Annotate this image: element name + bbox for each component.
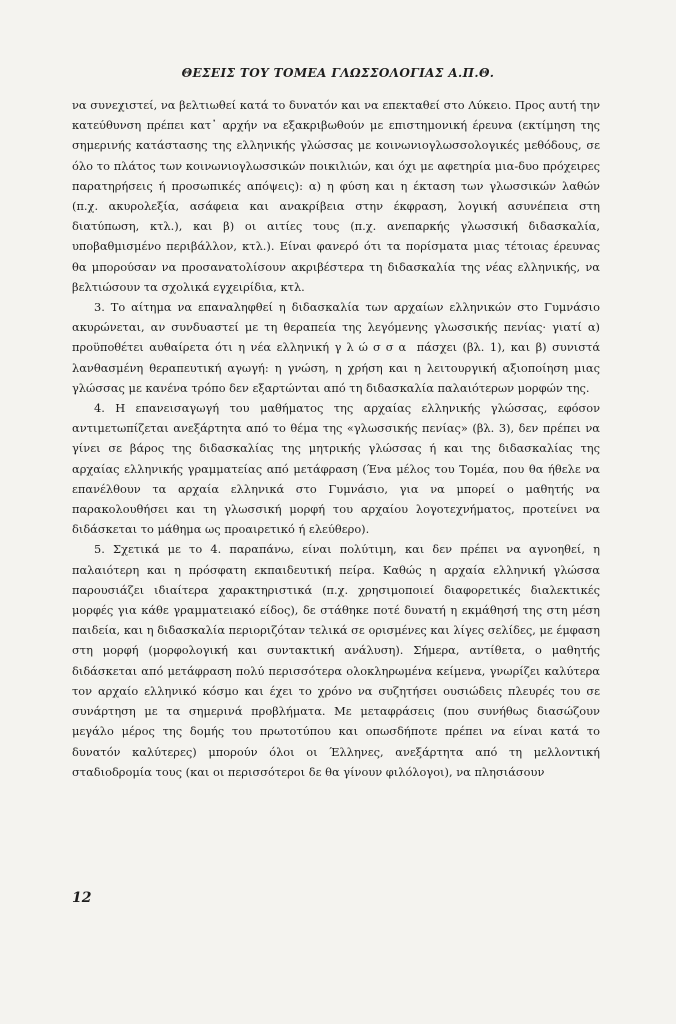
body-text [72, 95, 600, 782]
paragraph-point-3-end: πάσχει (βλ. 1), και β) συνιστά λανθασμένη θεραπευτική αγωγή: η γνώση, η χρήση και η λειτουργική αξιοποίηση μιας γλώσσας με κανένα τρόπο δεν εξαρτώνται από τη διδασκαλία παλαιότερων μορφών της. [72, 340, 601, 395]
spaced-word: γλώσσα [334, 340, 412, 355]
paragraph-point-4: 4. Η επανεισαγωγή του μαθήματος της αρχαίας ελληνικής γλώσσας, εφόσον αντιμετωπίζεται ανεξάρτητα από το θέμα της «γλωσσικής πενίας» (βλ. 3), δεν πρέπει να γίνει σε βάρος της διδασκαλίας της μητρικής γλώσσας ή και της διδασκαλίας της αρχαίας ελληνικής γραμματείας από μετάφραση (Ένα μέλος του Τομέα, που θα ήθελε να επανέλθουν τα αρχαία ελληνικά στο Γυμνάσιο, για να μπορεί ο μαθητής να παρακολουθήσει και τη γλωσσική μορφή του αρχαίου λογοτεχνήματος, προτείνει να διδάσκεται το μάθημα ως προαιρετικό ή ελεύθερο). [72, 401, 600, 537]
paragraph-point-3-start: 3. Το αίτημα να επαναληφθεί η διδασκαλία των αρχαίων ελληνικών στο Γυμνάσιο ακυρώνεται, αν συνδυαστεί με τη θεραπεία της λεγόμενης γλωσσικής πενίας· γιατί α) προϋποθέτει αυθαίρετα ότι η νέα ελληνική [72, 300, 600, 355]
paragraph-point-5: 5. Σχετικά με το 4. παραπάνω, είναι πολύτιμη, και δεν πρέπει να αγνοηθεί, η παλαιότερη και η πρόσφατη εκπαιδευτική πείρα. Καθώς η αρχαία ελληνική γλώσσα παρουσιάζει ιδιαίτερα χαρακτηριστικά (π.χ. χρησιμοποιεί διαφορετικές διαλεκτικές μορφές για κάθε γραμματειακό είδος), δε στάθηκε ποτέ δυνατή η εκμάθησή της στη μέση παιδεία, και η διδασκαλία περιοριζόταν τελικά σε ορισμένες και λίγες σελίδες, με έμφαση στη μορφή (μορφολογική και συντακτική ανάλυση). Σήμερα, αντίθετα, ο μαθητής διδάσκεται από μετάφραση πολύ περισσότερα ολοκληρωμένα κείμενα, γνωρίζει καλύτερα τον αρχαίο ελληνικό κόσμο και έχει το χρόνο να συζητήσει ουσιώδεις πλευρές του σε συνάρτηση με τα σημερινά προβλήματα. Με μεταφράσεις (που συνήθως διασώζουν μεγάλο μέρος της δομής του πρωτοτύπου και οπωσδήποτε πρέπει να είναι κατά το δυνατόν καλύτερες) μπορούν όλοι οι Έλληνες, ανεξάρτητα από τη μελλοντική σταδιοδρομία τους (και οι περισσότεροι δε θα γίνουν φιλόλογοι), να πλησιάσουν [72, 542, 600, 779]
paragraph-point-3 [72, 297, 600, 398]
paragraph-continuation: να συνεχιστεί, να βελτιωθεί κατά το δυνατόν και να επεκταθεί στο Λύκειο. Προς αυτή την κατεύθυνση πρέπει κατ᾽ αρχήν να εξακριβωθούν με επιστημονική έρευνα (εκτίμηση της σημερινής κατάστασης της ελληνικής γλώσσας με κοινωνιογλωσσολογικές μεθόδους, σε όλο το πλάτος των κοινωνιογλωσσικών ποικιλιών, και όχι με αφετηρία μια-δυο πρόχειρες παρατηρήσεις ή προσωπικές απόψεις): α) η φύση και η έκταση των γλωσσικών λαθών (π.χ. ακυρολεξία, ασάφεια και ανακρίβεια στην έκφραση, λογική ασυνέπεια στη διατύπωση, κτλ.), και β) οι αιτίες τους (π.χ. ανεπαρκής γλωσσική διδασκαλία, υποβαθμισμένο περιβάλλον, κτλ.). Είναι φανερό ότι τα πορίσματα μιας τέτοιας έρευνας θα μπορούσαν να προσανατολίσουν ακριβέστερα τη διδασκαλία της νέας ελληνικής, να βελτιώσουν τα σχολικά εγχειρίδια, κτλ. [72, 98, 600, 294]
page-number: 12 [72, 890, 92, 906]
running-header: ΘΕΣΕΙΣ ΤΟΥ ΤΟΜΕΑ ΓΛΩΣΣΟΛΟΓΙΑΣ Α.Π.Θ. [181, 66, 495, 80]
